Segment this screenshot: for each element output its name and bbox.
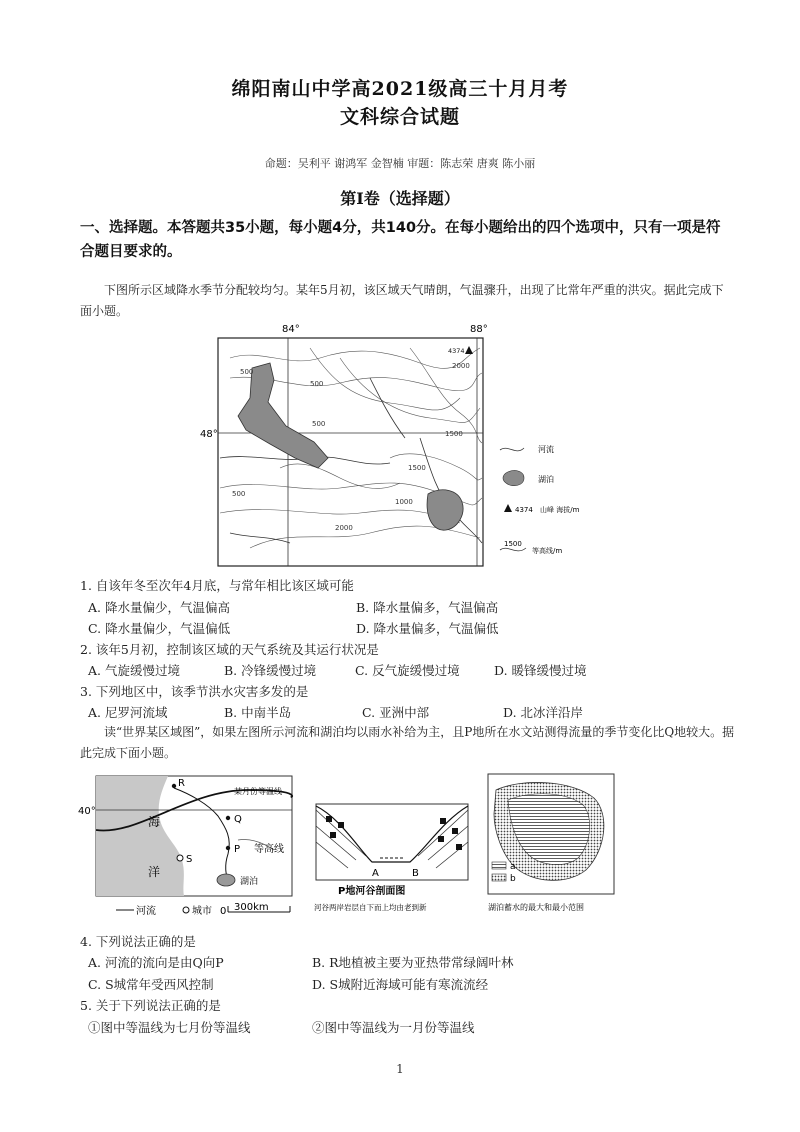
legend-a-icon [492,862,506,869]
contour-label: 500 [310,380,324,388]
question-5-stem: 5. 关于下列说法正确的是 [80,998,221,1013]
lat-48-label: 48° [200,429,218,440]
question-3-stem: 3. 下列地区中，该季节洪水灾害多发的是 [80,684,309,699]
q3-option-c: C. 亚洲中部 [362,705,430,720]
legend-peak-text: 山峰 海拔/m [540,506,580,514]
title-line-1: 绵阳南山中学高2021级高三十月月考 [231,78,569,100]
legend-city-label: 城市 [192,906,212,917]
city-s-icon [177,855,183,861]
isotherm-label: 某月份等温线 [234,787,282,796]
contour-label: 1500 [408,464,426,472]
rock-block [438,836,444,842]
authors-line: 命题：吴利平 谢鸿军 金智楠 审题：陈志荣 唐爽 陈小丽 [264,157,536,170]
q4-option-c: C. S城常年受西风控制 [88,977,214,992]
point-p [226,846,230,850]
sea-label-1: 海 [148,815,161,829]
q1-option-c: C. 降水量偏少，气温偏低 [88,621,231,636]
topographic-map [190,318,600,572]
rock-block [330,832,336,838]
q2-option-c: C. 反气旋缓慢过境 [355,663,460,678]
peak-label: 4374 [448,347,465,355]
q2-option-d: D. 暖锋缓慢过境 [494,663,587,678]
legend-river-label: 河流 [538,445,554,454]
q3-option-a: A. 尼罗河流域 [88,705,168,720]
valley-note: 河谷两岸岩层自下而上均由老到新 [314,903,427,912]
label-s: S [186,854,193,865]
q4-option-b: B. R地植被主要为亚热带常绿阔叶林 [312,955,514,970]
q1-option-d: D. 降水量偏多，气温偏低 [356,621,499,636]
label-a: A [372,868,379,879]
question-4-stem: 4. 下列说法正确的是 [80,934,196,949]
lake-label: 湖泊 [240,877,259,887]
legend-peak-value: 4374 [515,506,533,514]
question-2-stem: 2. 该年5月初，控制该区域的天气系统及其运行状况是 [80,642,379,657]
legend-contour-icon [500,548,526,551]
legend-b-label: b [510,874,516,884]
legend-peak-icon [504,504,512,512]
valley-caption: P地河谷剖面图 [338,886,406,897]
contour-label: 2000 [335,524,353,532]
legend-city-icon [183,907,189,913]
lon-84-label: 84° [282,324,300,335]
scale-distance: 300km [234,902,269,913]
question-1-stem: 1. 自该年冬至次年4月底，与常年相比该区域可能 [80,578,354,593]
legend-lake-label: 湖泊 [538,475,554,484]
lake-extent-map [482,770,622,918]
contour-label: 500 [232,490,246,498]
point-q [226,816,230,820]
title-line-2: 文科综合试题 [339,106,460,128]
lon-88-label: 88° [470,324,488,335]
legend-a-label: a [510,862,516,872]
lat-40-label: 40° [78,806,96,817]
q5-statement-1: ①图中等温线为七月份等温线 [88,1020,251,1035]
contour-label: 500 [240,368,254,376]
q3-option-d: D. 北冰洋沿岸 [503,705,584,720]
legend-lake-icon [503,471,524,486]
contour-label: 2000 [452,362,470,370]
q5-statement-2: ②图中等温线为一月份等温线 [312,1020,475,1035]
contour-label: 500 [312,420,326,428]
rock-block [440,818,446,824]
region-map [78,770,300,920]
point-r [172,784,176,788]
scale-zero: 0 [220,906,227,917]
rock-block [452,828,458,834]
legend-b-icon [492,874,506,881]
label-b: B [412,868,419,879]
q4-option-d: D. S城附近海域可能有寒流流经 [312,977,489,992]
legend-river-label: 河流 [136,906,156,917]
legend-river-icon [500,448,524,451]
instructions: 一、选择题。本答题共35小题，每小题4分，共140分。在每小题给出的四个选项中，只有一项是符合题目要求的。 [80,220,721,260]
label-r: R [178,778,185,789]
q3-option-b: B. 中南半岛 [224,705,292,720]
q1-option-a: A. 降水量偏少，气温偏高 [88,600,230,615]
legend-contour-value: 1500 [504,540,522,548]
lake-shape [217,874,235,886]
q2-option-b: B. 冷锋缓慢过境 [224,663,317,678]
contour-label: 1000 [395,498,413,506]
passage-2: 读“世界某区域图”，如果左图所示河流和湖泊均以雨水补给为主，且P地所在水文站测得流量的季节变化比Q地较大。据此完成下面小题。 [80,725,735,760]
valley-frame [316,804,468,880]
label-q: Q [234,814,242,825]
rock-block [456,844,462,850]
page-number: 1 [396,1062,404,1076]
section-heading: 第Ⅰ卷（选择题） [340,189,460,208]
q2-option-a: A. 气旋缓慢过境 [88,663,180,678]
label-p: P [234,844,241,855]
legend-contour-text: 等高线/m [532,547,563,555]
q4-option-a: A. 河流的流向是由Q向P [88,955,224,970]
valley-profile [300,798,480,918]
q1-option-b: B. 降水量偏多，气温偏高 [356,600,499,615]
contour-label: 等高线 [254,844,284,855]
passage-1: 下图所示区域降水季节分配较均匀。某年5月初，该区域天气晴朗，气温骤升，出现了比常年严重的洪灾。据此完成下面小题。 [80,283,724,318]
contour-label: 1500 [445,430,463,438]
sea-label-2: 洋 [148,865,161,879]
lake-extent-caption: 湖泊蓄水的最大和最小范围 [488,903,584,912]
